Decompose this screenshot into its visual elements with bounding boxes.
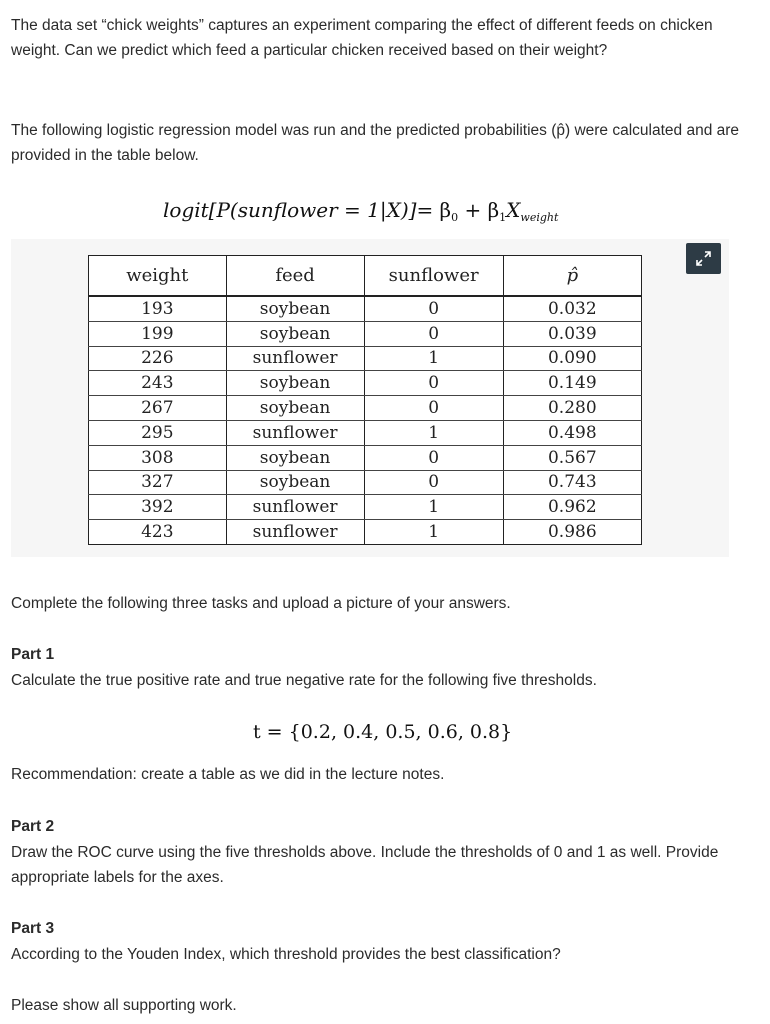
cell-weight: 267 [89, 396, 227, 421]
thresholds-equation: t = {0.2, 0.4, 0.5, 0.6, 0.8} [253, 721, 513, 743]
header-weight: weight [89, 256, 227, 297]
part3-heading: Part 3 [11, 920, 55, 937]
table-row [89, 445, 642, 470]
table-row [89, 321, 642, 346]
intro-paragraph-1: The data set “chick weights” captures an experiment comparing the effect of different feeds on chicken weight. Can we predict which feed a particular chicken received based on their weight? [11, 17, 713, 59]
cell-p-hat: 0.498 [503, 420, 641, 445]
cell-sunflower: 0 [364, 396, 503, 421]
cell-sunflower: 1 [364, 346, 503, 371]
table-row [89, 296, 642, 321]
cell-weight: 327 [89, 470, 227, 495]
cell-feed: soybean [226, 396, 364, 421]
cell-p-hat: 0.032 [503, 296, 641, 321]
cell-sunflower: 0 [364, 321, 503, 346]
part2-text: Draw the ROC curve using the five thresholds above. Include the thresholds of 0 and 1 as well. Provide appropriate labels for the axes. [11, 844, 719, 886]
cell-feed: soybean [226, 296, 364, 321]
cell-feed: sunflower [226, 346, 364, 371]
table-row [89, 495, 642, 520]
expand-button[interactable] [686, 243, 721, 274]
cell-sunflower: 0 [364, 470, 503, 495]
cell-p-hat: 0.986 [503, 520, 641, 545]
closing-text: Please show all supporting work. [11, 997, 237, 1014]
cell-p-hat: 0.743 [503, 470, 641, 495]
cell-weight: 295 [89, 420, 227, 445]
cell-p-hat: 0.090 [503, 346, 641, 371]
cell-sunflower: 0 [364, 445, 503, 470]
cell-p-hat: 0.567 [503, 445, 641, 470]
cell-sunflower: 1 [364, 420, 503, 445]
cell-sunflower: 1 [364, 520, 503, 545]
model-equation [163, 196, 558, 232]
cell-feed: soybean [226, 470, 364, 495]
cell-feed: soybean [226, 445, 364, 470]
tasks-intro: Complete the following three tasks and upload a picture of your answers. [11, 595, 511, 612]
cell-feed: sunflower [226, 520, 364, 545]
equation-var: X [506, 198, 521, 222]
cell-feed: soybean [226, 371, 364, 396]
cell-weight: 423 [89, 520, 227, 545]
cell-weight: 199 [89, 321, 227, 346]
cell-weight: 308 [89, 445, 227, 470]
part1-recommendation: Recommendation: create a table as we did in the lecture notes. [11, 766, 445, 783]
equation-beta1-sub: 1 [499, 211, 507, 224]
expand-icon [696, 251, 711, 266]
part2-heading: Part 2 [11, 818, 55, 835]
cell-sunflower: 1 [364, 495, 503, 520]
header-p-hat: p̂ [503, 256, 641, 297]
table-header-row [89, 256, 642, 297]
table-row [89, 396, 642, 421]
equation-beta0-sub: 0 [451, 211, 459, 224]
cell-sunflower: 0 [364, 371, 503, 396]
equation-beta0: = β [416, 198, 452, 222]
cell-weight: 226 [89, 346, 227, 371]
header-sunflower: sunflower [364, 256, 503, 297]
equation-var-sub: weight [520, 211, 559, 224]
cell-feed: soybean [226, 321, 364, 346]
cell-weight: 193 [89, 296, 227, 321]
cell-feed: sunflower [226, 420, 364, 445]
part3-text: According to the Youden Index, which threshold provides the best classification? [11, 946, 561, 963]
header-feed: feed [226, 256, 364, 297]
part1-text: Calculate the true positive rate and true negative rate for the following five thresholds. [11, 672, 597, 689]
cell-p-hat: 0.149 [503, 371, 641, 396]
data-table [88, 255, 642, 545]
table-row [89, 346, 642, 371]
equation-beta1: + β [458, 198, 500, 222]
table-row [89, 420, 642, 445]
cell-p-hat: 0.039 [503, 321, 641, 346]
table-row [89, 520, 642, 545]
part1-heading: Part 1 [11, 646, 55, 663]
cell-weight: 392 [89, 495, 227, 520]
cell-p-hat: 0.962 [503, 495, 641, 520]
cell-p-hat: 0.280 [503, 396, 641, 421]
intro-paragraph-2: The following logistic regression model was run and the predicted probabilities (p̂) were calculated and are provided in the table below. [11, 122, 740, 164]
cell-feed: sunflower [226, 495, 364, 520]
table-row [89, 470, 642, 495]
cell-sunflower: 0 [364, 296, 503, 321]
table-row [89, 371, 642, 396]
cell-weight: 243 [89, 371, 227, 396]
equation-lhs: logit[P(sunflower = 1|X)] [163, 198, 417, 222]
